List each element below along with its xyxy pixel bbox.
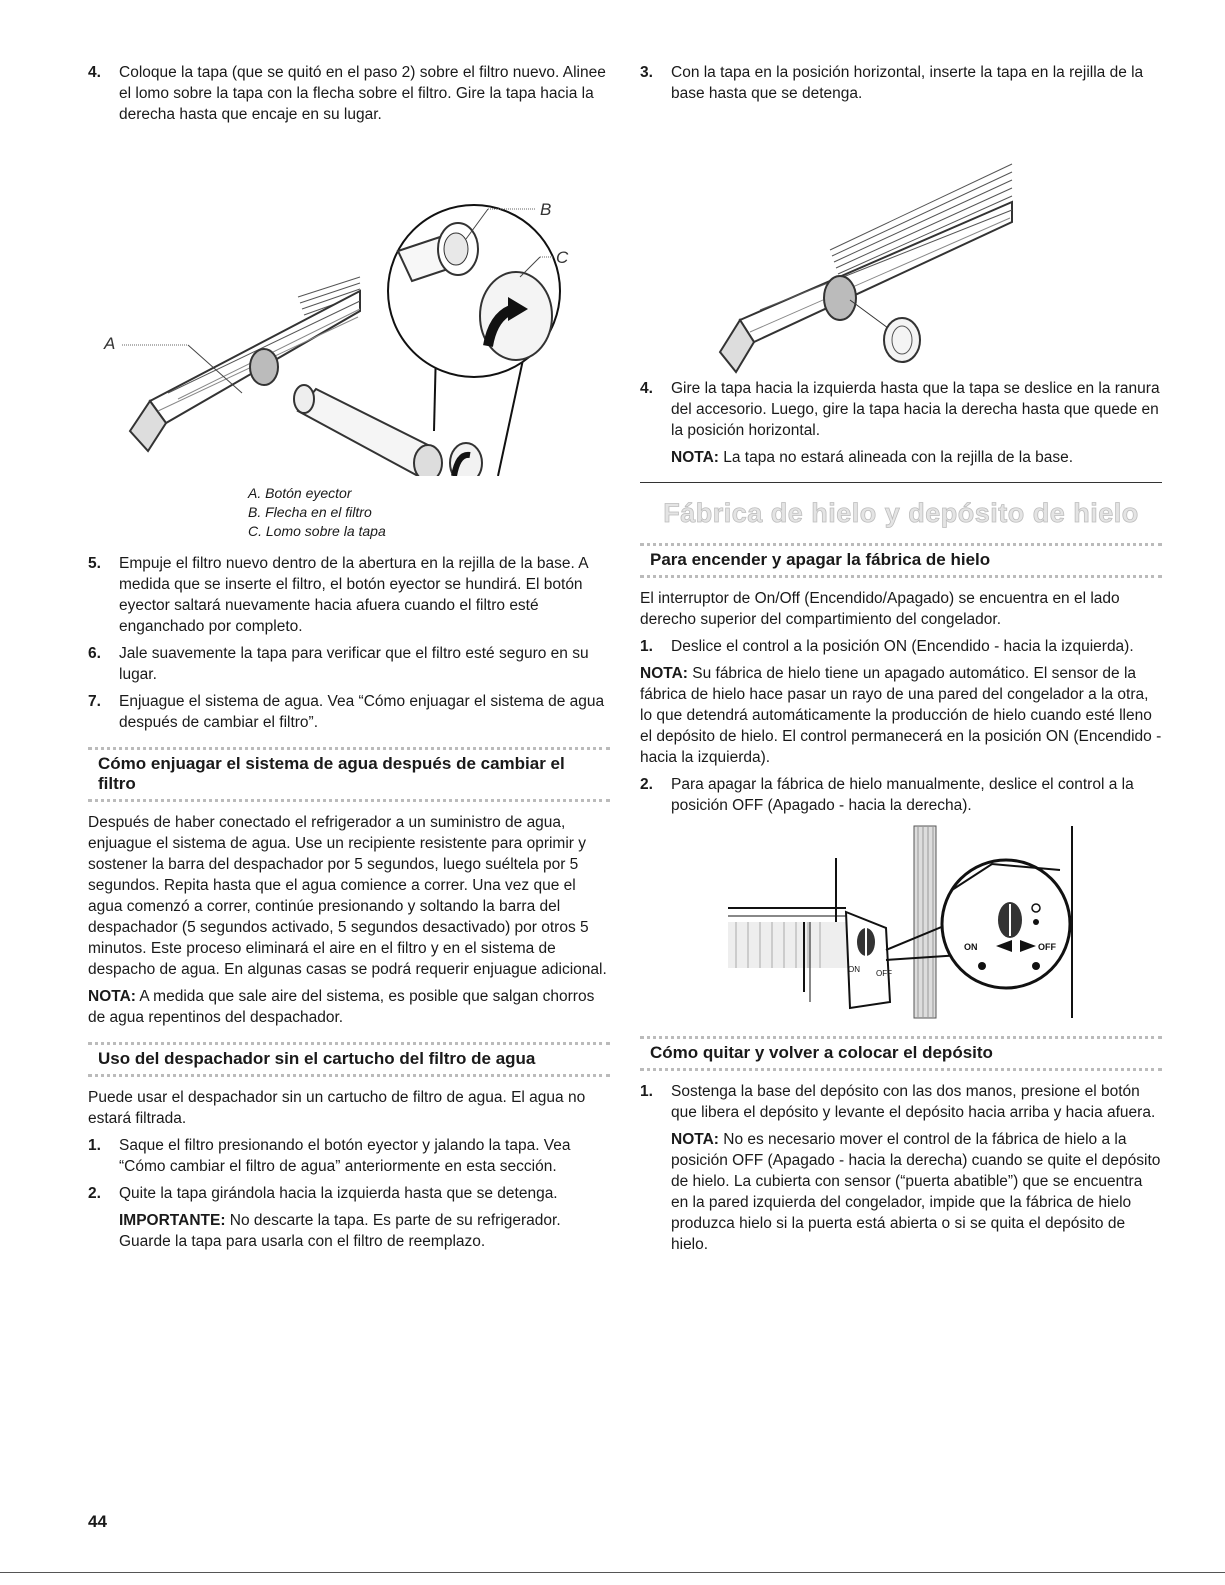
ice-step-2: [640, 774, 1162, 816]
ice-on-off-heading: Para encender y apagar la fábrica de hielo: [640, 543, 1162, 578]
step-number: 1.: [88, 1137, 101, 1154]
step-text: Enjuague el sistema de agua. Vea “Cómo enjuagar el sistema de agua después de cambiar el filtro”.: [119, 693, 605, 731]
rinse-heading: Cómo enjuagar el sistema de agua después de cambiar el filtro: [88, 747, 610, 802]
step-text: Deslice el control a la posición ON (Encendido - hacia la izquierda).: [671, 638, 1134, 655]
step-text: Con la tapa en la posición horizontal, inserte la tapa en la rejilla de la base hasta que se detenga.: [671, 64, 1144, 102]
filter-install-illustration: [88, 131, 610, 476]
step-number: 2.: [640, 776, 653, 793]
cap-step-4: [640, 378, 1162, 468]
callout-c: C: [556, 248, 569, 267]
step-text: Saque el filtro presionando el botón eyector y jalando la tapa. Vea “Cómo cambiar el filtro de agua” anteriormente en esta sección.: [119, 1137, 571, 1175]
step-number: 1.: [640, 1083, 653, 1100]
step-number: 4.: [88, 64, 101, 81]
note-text: Su fábrica de hielo tiene un apagado automático. El sensor de la fábrica de hielo hace pasar un rayo de una pared del congelador a la otra, lo que detendrá automáticamente la producción de hielo cuando esté lleno el depósito de hielo. El control permanecerá en la posición ON (Encendido - hacia la izquierda).: [640, 665, 1162, 766]
step-text: Gire la tapa hacia la izquierda hasta que la tapa se deslice en la ranura del accesorio. Luego, gire la tapa hacia la derecha hasta que quede en la posición horizontal.: [671, 380, 1160, 439]
step-number: 7.: [88, 693, 101, 710]
filter-step-7: [88, 691, 610, 733]
no-filter-step-1: [88, 1135, 610, 1177]
ice-note: [640, 663, 1162, 768]
bin-note: [671, 1129, 1162, 1255]
no-filter-body: Puede usar el despachador sin un cartucho de filtro de agua. El agua no estará filtrada.: [88, 1089, 586, 1127]
cap-insert-illustration: [640, 110, 1162, 378]
section-title: Fábrica de hielo y depósito de hielo: [640, 482, 1162, 529]
note-text: La tapa no estará alineada con la rejilla de la base.: [718, 449, 1074, 466]
step-text: Sostenga la base del depósito con las dos manos, presione el botón que libera el depósito y levante el depósito hacia arriba y hacia afuera.: [671, 1083, 1156, 1121]
switch-off-label: OFF: [1038, 942, 1056, 952]
no-filter-step-2: [88, 1183, 610, 1252]
important-note: [119, 1210, 610, 1252]
note-label: NOTA:: [88, 988, 136, 1005]
filter-step-4: [88, 62, 610, 125]
ice-switch-illustration: [640, 822, 1162, 1022]
step-text: Quite la tapa girándola hacia la izquierda hasta que se detenga.: [119, 1185, 558, 1202]
note-label: NOTA:: [640, 665, 688, 682]
legend-item: B. Flecha en el filtro: [248, 504, 372, 520]
cap-insert-figure: [640, 110, 1162, 378]
note-text: No es necesario mover el control de la fábrica de hielo a la posición OFF (Apagado - hacia la derecha) cuando se quite el depósito de hielo. La cubierta con sensor (“puerta abatible”) que se encuentra en la pared izquierda del congelador, impide que la fábrica de hielo produzca hielo si la puerta está abierta o si se quita el depósito de hielo.: [671, 1131, 1161, 1253]
filter-step-6: [88, 643, 610, 685]
ice-on-off-body: El interruptor de On/Off (Encendido/Apagado) se encuentra en el lado derecho superior del compartimiento del congelador.: [640, 590, 1120, 628]
ice-switch-figure: [640, 822, 1162, 1022]
bin-step-1: [640, 1081, 1162, 1255]
right-column: [640, 62, 1162, 1261]
callout-a: A: [104, 334, 116, 353]
step-text: Empuje el filtro nuevo dentro de la abertura en la rejilla de la base. A medida que se inserte el filtro, el botón eyector se hundirá. El botón eyector saltará nuevamente hacia afuera cuando el filtro esté enganchado por completo.: [119, 555, 588, 635]
step-note: [671, 447, 1162, 468]
bin-heading: Cómo quitar y volver a colocar el depósito: [640, 1036, 1162, 1071]
rinse-note: [88, 986, 610, 1028]
step-number: 5.: [88, 555, 101, 572]
switch-on-label: ON: [964, 942, 978, 952]
legend-item: C. Lomo sobre la tapa: [248, 523, 386, 539]
legend-item: A. Botón eyector: [248, 485, 352, 501]
no-filter-heading: Uso del despachador sin el cartucho del filtro de agua: [88, 1042, 610, 1077]
important-label: IMPORTANTE:: [119, 1212, 226, 1229]
filter-install-figure: [88, 131, 610, 476]
step-number: 2.: [88, 1185, 101, 1202]
step-text: Para apagar la fábrica de hielo manualmente, deslice el control a la posición OFF (Apagado - hacia la derecha).: [671, 776, 1134, 814]
left-column: [88, 62, 610, 1258]
note-text: A medida que sale aire del sistema, es posible que salgan chorros de agua repentinos del despachador.: [88, 988, 595, 1026]
rinse-body: Después de haber conectado el refrigerador a un suministro de agua, enjuague el sistema de agua. Use un recipiente resistente para oprimir y sostener la barra del despachador por 5 segundos, luego suéltela por 5 segundos. Repita hasta que el agua comience a correr. Una vez que el agua comenzó a correr, continúe presionando y soltando la barra del despachador (5 segundos activado, 5 segundos desactivado) por otros 5 minutos. Este proceso eliminará el aire en el filtro y en el sistema de despacho de agua. En algunas casas se podrá requerir enjuague adicional.: [88, 814, 607, 978]
switch-on-label-small: ON: [848, 965, 860, 974]
cap-step-3: [640, 62, 1162, 104]
note-label: NOTA:: [671, 449, 719, 466]
step-number: 6.: [88, 645, 101, 662]
switch-off-label-small: OFF: [876, 969, 892, 978]
figure-legend: [248, 484, 610, 541]
step-text: Coloque la tapa (que se quitó en el paso 2) sobre el filtro nuevo. Alinee el lomo sobre la tapa con la flecha sobre el filtro. Gire la tapa hacia la derecha hasta que encaje en su lugar.: [119, 64, 606, 123]
note-label: NOTA:: [671, 1131, 719, 1148]
step-number: 4.: [640, 380, 653, 397]
page-number: 44: [88, 1512, 107, 1531]
bottom-rule: [0, 1572, 1225, 1573]
step-text: Jale suavemente la tapa para verificar que el filtro esté seguro en su lugar.: [119, 645, 589, 683]
step-number: 3.: [640, 64, 653, 81]
callout-b: B: [540, 200, 552, 219]
step-number: 1.: [640, 638, 653, 655]
filter-step-5: [88, 553, 610, 637]
ice-step-1: [640, 636, 1162, 657]
important-text: No descarte la tapa. Es parte de su refrigerador. Guarde la tapa para usarla con el filtro de reemplazo.: [119, 1212, 561, 1250]
